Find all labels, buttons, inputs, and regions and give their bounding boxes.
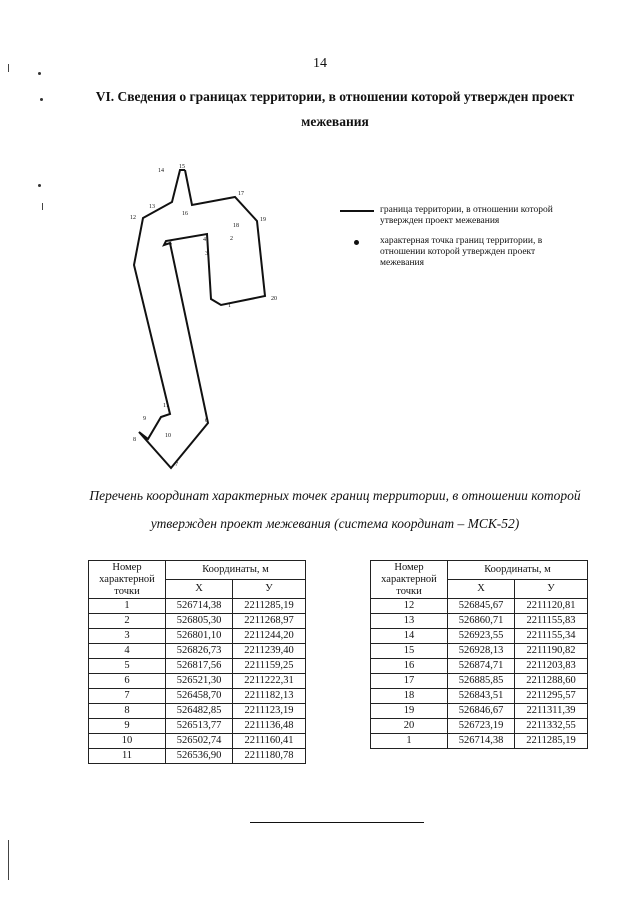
x-coordinate-cell: 526723,19 (448, 719, 515, 734)
point-number-cell: 16 (371, 659, 448, 674)
point-label-3: 3 (205, 251, 208, 257)
page-number: 14 (313, 56, 327, 71)
table-row (89, 749, 306, 764)
x-coordinate-cell: 526805,30 (166, 614, 233, 629)
point-label-12: 12 (130, 215, 136, 221)
scan-speck (38, 72, 41, 75)
table-row (89, 599, 306, 614)
y-coordinate-cell: 2211295,57 (515, 689, 588, 704)
table-row (371, 674, 588, 689)
list-title-line-1: Перечень координат характерных точек границ территории, в отношении которой (89, 488, 581, 503)
point-number-cell: 11 (89, 749, 166, 764)
point-label-11: 11 (163, 403, 169, 409)
table-row (89, 704, 306, 719)
x-coordinate-cell: 526801,10 (166, 629, 233, 644)
point-number-cell: 6 (89, 674, 166, 689)
table-row (371, 599, 588, 614)
scan-mark (42, 203, 43, 210)
point-label-8: 8 (133, 437, 136, 443)
table-row (371, 719, 588, 734)
x-coordinate-cell: 526521,30 (166, 674, 233, 689)
x-coordinate-cell: 526482,85 (166, 704, 233, 719)
table-row (89, 689, 306, 704)
y-coordinate-cell: 2211285,19 (233, 599, 306, 614)
table-row (89, 659, 306, 674)
y-coordinate-cell: 2211180,78 (233, 749, 306, 764)
x-coordinate-cell: 526923,55 (448, 629, 515, 644)
scan-speck (38, 184, 41, 187)
point-number-cell: 4 (89, 644, 166, 659)
scan-mark (8, 840, 9, 880)
table-row (89, 629, 306, 644)
y-coordinate-cell: 2211120,81 (515, 599, 588, 614)
x-coordinate-cell: 526860,71 (448, 614, 515, 629)
y-coordinate-cell: 2211136,48 (233, 719, 306, 734)
table-row (371, 629, 588, 644)
y-coordinate-cell: 2211155,83 (515, 614, 588, 629)
y-coordinate-cell: 2211203,83 (515, 659, 588, 674)
point-label-2: 2 (230, 236, 233, 242)
header-point-number: Номер характерной точки (371, 561, 448, 599)
legend-point-text: характерная точка границ территории, в отношении которой утвержден проект межевания (380, 236, 543, 268)
point-label-14: 14 (158, 168, 164, 174)
point-label-1: 1 (228, 303, 231, 309)
coordinates-table-right (370, 560, 588, 749)
y-coordinate-cell: 2211160,41 (233, 734, 306, 749)
x-coordinate-cell: 526874,71 (448, 659, 515, 674)
table-row (371, 734, 588, 749)
header-coordinates: Координаты, м (166, 561, 306, 580)
table-row (89, 644, 306, 659)
y-coordinate-cell: 2211222,31 (233, 674, 306, 689)
point-number-cell: 15 (371, 644, 448, 659)
y-coordinate-cell: 2211123,19 (233, 704, 306, 719)
section-title-line-2: межевания (301, 114, 369, 129)
y-coordinate-cell: 2211244,20 (233, 629, 306, 644)
table-row (371, 659, 588, 674)
legend-boundary-text: граница территории, в отношении которой утвержден проект межевания (380, 205, 553, 226)
header-x: X (166, 580, 233, 599)
table-row (371, 689, 588, 704)
table-row (89, 719, 306, 734)
x-coordinate-cell: 526513,77 (166, 719, 233, 734)
point-label-15: 15 (179, 164, 185, 170)
header-y: У (515, 580, 588, 599)
point-label-20: 20 (271, 296, 277, 302)
x-coordinate-cell: 526502,74 (166, 734, 233, 749)
x-coordinate-cell: 526845,67 (448, 599, 515, 614)
point-number-cell: 18 (371, 689, 448, 704)
point-label-4: 4 (203, 237, 206, 243)
table-row (89, 734, 306, 749)
point-label-17: 17 (238, 191, 244, 197)
y-coordinate-cell: 2211190,82 (515, 644, 588, 659)
boundary-line-icon (340, 205, 380, 217)
x-coordinate-cell: 526843,51 (448, 689, 515, 704)
point-number-cell: 8 (89, 704, 166, 719)
x-coordinate-cell: 526846,67 (448, 704, 515, 719)
point-label-10: 10 (165, 433, 171, 439)
y-coordinate-cell: 2211182,13 (233, 689, 306, 704)
boundary-line (134, 170, 265, 468)
section-title (40, 84, 630, 134)
y-coordinate-cell: 2211268,97 (233, 614, 306, 629)
x-coordinate-cell: 526817,56 (166, 659, 233, 674)
point-number-cell: 3 (89, 629, 166, 644)
point-label-5: 5 (169, 241, 172, 247)
y-coordinate-cell: 2211155,34 (515, 629, 588, 644)
point-number-cell: 1 (371, 734, 448, 749)
y-coordinate-cell: 2211288,60 (515, 674, 588, 689)
list-title-line-2: утвержден проект межевания (система координат – МСК-52) (150, 516, 520, 531)
coordinates-table-left (88, 560, 306, 764)
x-coordinate-cell: 526928,13 (448, 644, 515, 659)
header-y: У (233, 580, 306, 599)
boundary-map (95, 155, 295, 475)
point-label-16: 16 (182, 211, 188, 217)
table-row (89, 674, 306, 689)
table-row (371, 644, 588, 659)
x-coordinate-cell: 526826,73 (166, 644, 233, 659)
y-coordinate-cell: 2211159,25 (233, 659, 306, 674)
x-coordinate-cell: 526536,90 (166, 749, 233, 764)
point-number-cell: 5 (89, 659, 166, 674)
point-number-cell: 14 (371, 629, 448, 644)
boundary-point-icon (340, 236, 380, 248)
x-coordinate-cell: 526885,85 (448, 674, 515, 689)
x-coordinate-cell: 526458,70 (166, 689, 233, 704)
point-label-18: 18 (233, 223, 239, 229)
point-number-cell: 17 (371, 674, 448, 689)
bottom-rule (250, 822, 424, 823)
point-number-cell: 2 (89, 614, 166, 629)
point-number-cell: 13 (371, 614, 448, 629)
x-coordinate-cell: 526714,38 (448, 734, 515, 749)
y-coordinate-cell: 2211285,19 (515, 734, 588, 749)
point-number-cell: 9 (89, 719, 166, 734)
point-label-6: 6 (205, 418, 208, 424)
table-row (371, 614, 588, 629)
coordinates-list-title (50, 482, 620, 538)
point-label-9: 9 (143, 416, 146, 422)
legend-boundary-row (340, 205, 580, 227)
header-point-number: Номер характерной точки (89, 561, 166, 599)
table-row (89, 614, 306, 629)
table-row (371, 704, 588, 719)
header-coordinates: Координаты, м (448, 561, 588, 580)
point-number-cell: 20 (371, 719, 448, 734)
x-coordinate-cell: 526714,38 (166, 599, 233, 614)
point-number-cell: 1 (89, 599, 166, 614)
legend-point-row (340, 236, 580, 269)
point-label-7: 7 (175, 462, 178, 468)
y-coordinate-cell: 2211311,39 (515, 704, 588, 719)
y-coordinate-cell: 2211332,55 (515, 719, 588, 734)
point-number-cell: 19 (371, 704, 448, 719)
point-number-cell: 12 (371, 599, 448, 614)
header-x: X (448, 580, 515, 599)
point-number-cell: 7 (89, 689, 166, 704)
section-title-line-1: VI. Сведения о границах территории, в отношении которой утвержден проект (95, 89, 575, 104)
map-legend (340, 205, 580, 278)
point-number-cell: 10 (89, 734, 166, 749)
point-label-13: 13 (149, 204, 155, 210)
point-label-19: 19 (260, 217, 266, 223)
y-coordinate-cell: 2211239,40 (233, 644, 306, 659)
